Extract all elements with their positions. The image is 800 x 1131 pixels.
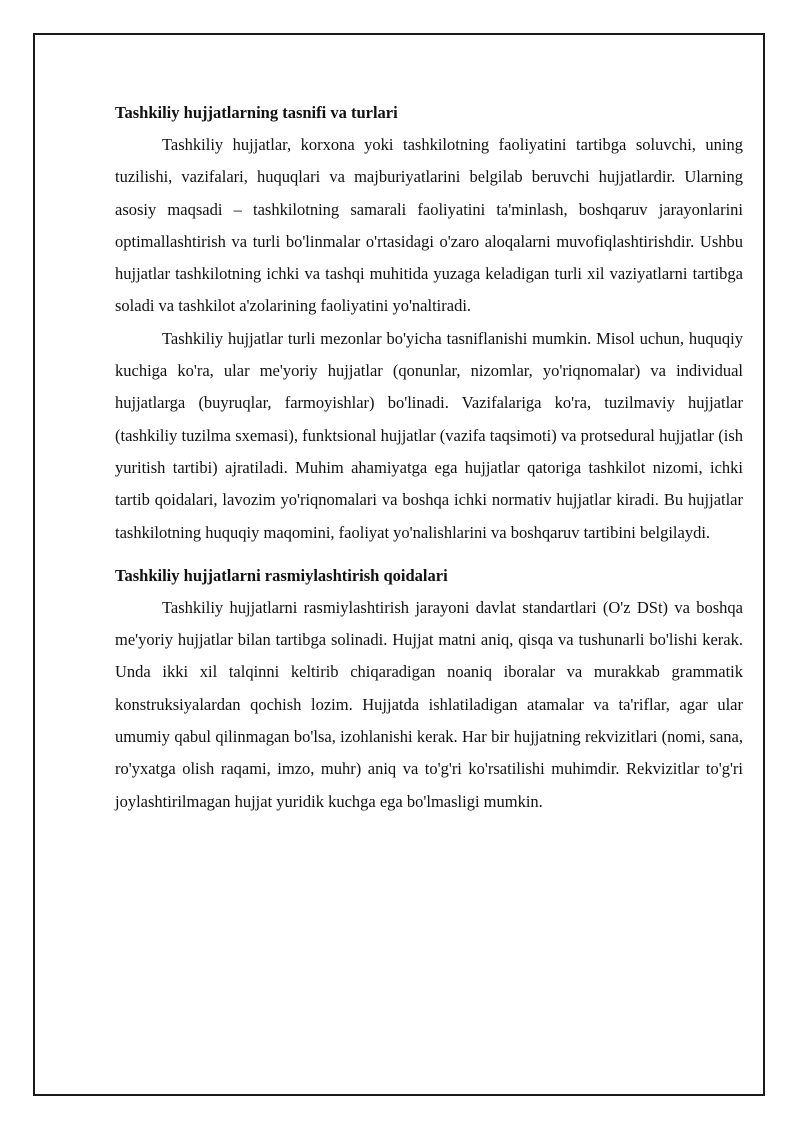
paragraph-classification: Tashkiliy hujjatlar turli mezonlar bo'yicha tasniflanishi mumkin. Misol uchun, huquqiy kuchiga ko'ra, ular me'yoriy hujjatlar (qonunlar, nizomlar, yo'riqnomalar) va individual hujjatlarga (buyruqlar, farmoyishlar) bo'linadi. Vazifalariga ko'ra, tuzilmaviy hujjatlar (tashkiliy tuzilma sxemasi), funktsional hujjatlar (vazifa taqsimoti) va protsedural hujjatlar (ish yuritish tartibi) ajratiladi. Muhim ahamiyatga ega hujjatlar qatoriga tashkilot nizomi, ichki tartib qoidalari, lavozim yo'riqnomalari va boshqa ichki normativ hujjatlar kiradi. Bu hujjatlar tashkilotning huquqiy maqomini, faoliyat yo'nalishlarini va boshqaruv tartibini belgilaydi.: [115, 328, 743, 542]
section-heading-classification: Tashkiliy hujjatlarning tasnifi va turlari: [115, 103, 398, 122]
paragraph-definition: Tashkiliy hujjatlar, korxona yoki tashkilotning faoliyatini tartibga soluvchi, uning tuzilishi, vazifalari, huquqlari va majburiyatlarini belgilab beruvchi hujjatlardir. Ularning asosiy maqsadi – tashkilotning samarali faoliyatini ta'minlash, boshqaruv jarayonlarini optimallashtirish va turli bo'linmalar o'rtasidagi o'zaro aloqalarni muvofiqlashtirishdir. Ushbu hujjatlar tashkilotning ichki va tashqi muhitida yuzaga keladigan turli xil vaziyatlarni tartibga soladi va tashkilot a'zolarining faoliyatini yo'naltiradi.: [115, 135, 743, 316]
section-spacer: [115, 549, 743, 560]
section-heading-formalization: Tashkiliy hujjatlarni rasmiylashtirish qoidalari: [115, 565, 448, 585]
paragraph-formalization-rules: Tashkiliy hujjatlarni rasmiylashtirish jarayoni davlat standartlari (O'z DSt) va boshqa me'yoriy hujjatlar bilan tartibga solinadi. Hujjat matni aniq, qisqa va tushunarli bo'lishi kerak. Unda ikki xil talqinni keltirib chiqaradigan noaniq iboralar va murakkab grammatik konstruksiyalardan qochish lozim. Hujjatda ishlatiladigan atamalar va ta'riflar, agar ular umumiy qabul qilinmagan bo'lsa, izohlanishi kerak. Har bir hujjatning rekvizitlari (nomi, sana, ro'yxatga olish raqami, imzo, muhr) aniq va to'g'ri ko'rsatilishi muhimdir. Rekvizitlar to'g'ri joylashtirilmagan hujjat yuridik kuchga ega bo'lmasligi mumkin.: [115, 597, 743, 811]
document-body: [115, 97, 743, 818]
